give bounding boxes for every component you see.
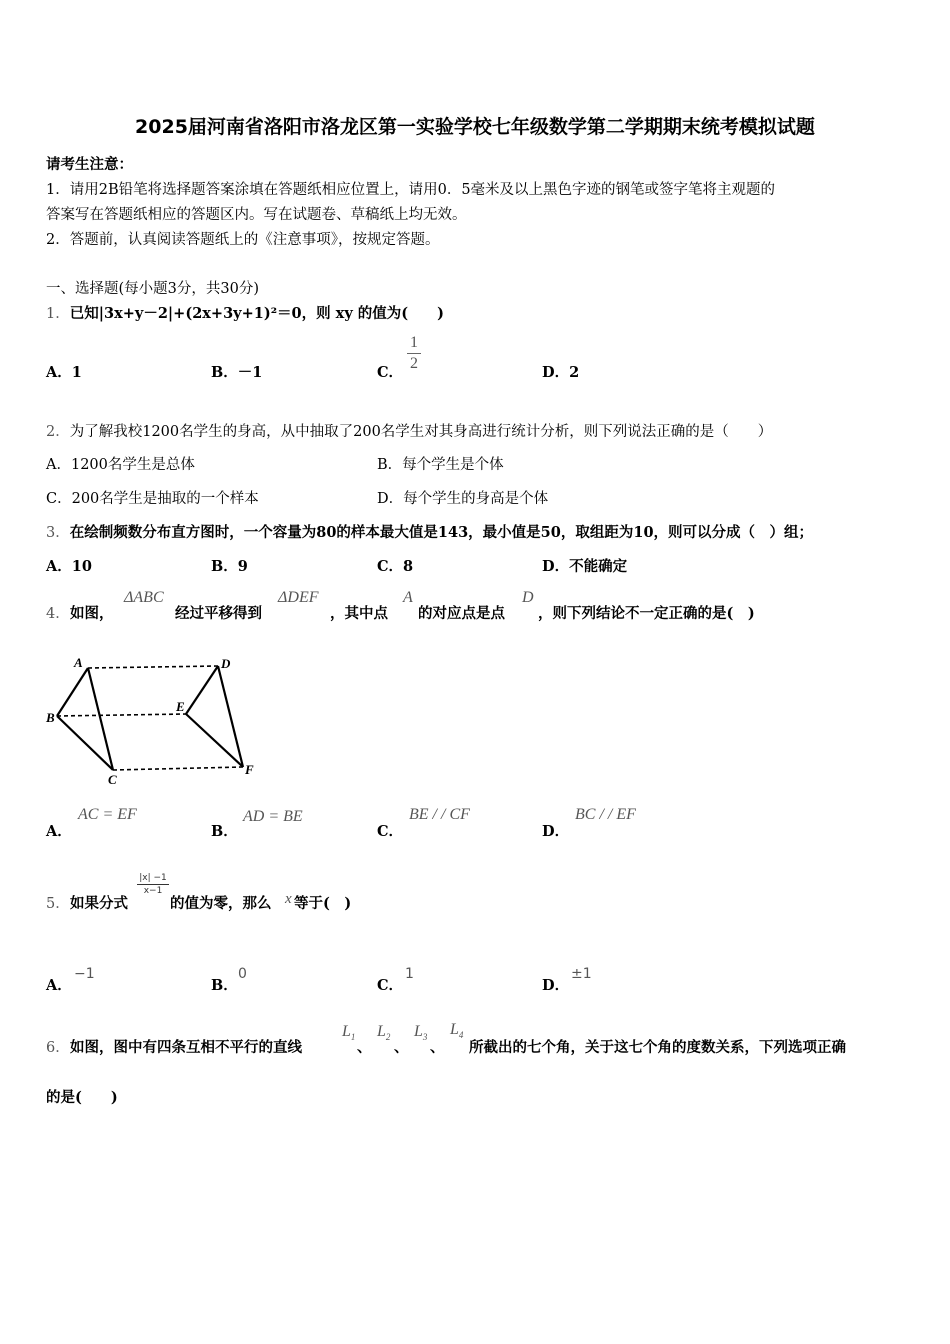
segment-ef (186, 714, 243, 767)
q6-text-1: 如图，图中有四条互相不平行的直线 (70, 1039, 302, 1056)
q1-option-b: B．－1 (211, 364, 263, 381)
segment-bc (57, 716, 113, 770)
q6-line-l1: $L_1$ (342, 1023, 356, 1043)
q6-line-l2: $L_2$ (377, 1023, 391, 1043)
notice-line-2: 2．答题前，认真阅读答题纸上的《注意事项》，按规定答题。 (46, 232, 440, 248)
q3-option-b: B．9 (211, 558, 248, 575)
label-c: C (108, 772, 117, 787)
q5-text-2: 的值为零，那么 (170, 895, 272, 912)
q4-point-a: A (403, 589, 413, 606)
notice-line-1a: 1．请用2B铅笔将选择题答案涂填在答题纸相应位置上，请用0．5毫米及以上黑色字迹的钢笔或签字笔将主观题的 (46, 182, 776, 198)
segment-ad (88, 666, 218, 668)
label-a: A (74, 655, 83, 670)
q6-line-l4: $L_4$ (450, 1021, 464, 1041)
q4-option-d-label: D． (542, 823, 570, 840)
segment-de (186, 666, 218, 714)
fraction-denominator: 2 (410, 355, 418, 372)
segment-df (218, 666, 243, 767)
fraction-denominator: x−1 (143, 886, 163, 896)
q5-variable: x (285, 891, 292, 907)
q5-option-a-label: A． (46, 977, 72, 994)
question-text: 在绘制频数分布直方图时，一个容量为80的样本最大值是143，最小值是50，取组距为10，则可以分成（ ）组； (69, 524, 814, 541)
q2-option-b: B．每个学生是个体 (377, 457, 504, 473)
q1-option-a: A．1 (46, 364, 82, 381)
segment-ac (88, 668, 113, 770)
q5-fraction (137, 873, 169, 896)
q4-text-4: 的对应点是点 (418, 605, 505, 622)
figure-dashed-lines (57, 666, 243, 770)
label-f: F (245, 762, 254, 777)
q5-option-a: −1 (74, 966, 95, 982)
label-d: D (221, 656, 231, 671)
fraction-numerator: 1 (410, 334, 418, 351)
q2-option-c: C．200名学生是抽取的一个样本 (46, 491, 259, 507)
q4-point-d: D (522, 589, 534, 606)
q1-option-d: D．2 (542, 364, 580, 381)
q4-option-c-label: C． (377, 823, 404, 840)
question-6-number: 6． (46, 1040, 70, 1056)
question-1 (46, 302, 444, 323)
q5-option-c-label: C． (377, 977, 404, 994)
fraction-bar (137, 884, 169, 885)
q4-figure (40, 650, 270, 790)
q4-text-3: ，其中点 (330, 605, 388, 622)
question-number: 3． (46, 525, 70, 541)
q6-text-3: 的是( ) (46, 1089, 118, 1106)
segment-cf (113, 767, 243, 770)
question-4-number: 4． (46, 606, 70, 622)
q6-separator-2: 、 (394, 1039, 409, 1056)
q4-option-d: BC / / EF (575, 806, 636, 823)
label-b: B (46, 710, 55, 725)
q4-triangle-abc: ΔABC (124, 589, 164, 606)
q4-option-a: AC = EF (78, 806, 137, 823)
question-5-number: 5． (46, 896, 70, 912)
q4-text-2: 经过平移得到 (175, 605, 262, 622)
fraction-numerator: |x| −1 (139, 873, 167, 883)
q6-line-l3: $L_3$ (414, 1023, 428, 1043)
q3-option-c: C．8 (377, 558, 414, 575)
fraction-bar (407, 353, 421, 354)
q4-option-b-label: B． (211, 823, 238, 840)
question-2 (46, 420, 772, 441)
question-number: 2． (46, 424, 70, 440)
label-e: E (176, 699, 185, 714)
q2-option-a: A．1200名学生是总体 (46, 457, 195, 473)
segment-ab (57, 668, 88, 716)
q4-option-a-label: A． (46, 823, 72, 840)
q6-separator-1: 、 (357, 1039, 372, 1056)
q1-option-c-fraction (405, 334, 423, 373)
segment-be (57, 714, 186, 716)
q2-option-d: D．每个学生的身高是个体 (377, 491, 549, 507)
question-number: 1． (46, 306, 70, 322)
q4-text-5: ，则下列结论不一定正确的是( ) (538, 605, 755, 622)
q6-separator-3: 、 (430, 1039, 445, 1056)
figure-lines (57, 666, 243, 770)
notice-line-1b: 答案写在答题纸相应的答题区内。写在试题卷、草稿纸上均无效。 (46, 207, 467, 223)
q4-text-1: 如图， (70, 605, 114, 622)
q4-option-b: AD = BE (243, 808, 303, 825)
q3-option-d: D．不能确定 (542, 558, 628, 575)
q4-option-c: BE / / CF (409, 806, 470, 823)
notice-heading: 请考生注意： (46, 156, 133, 173)
q5-option-c: 1 (405, 966, 414, 982)
q5-text-3: 等于( ) (294, 895, 352, 912)
question-text: 为了解我校1200名学生的身高，从中抽取了200名学生对其身高进行统计分析，则下列说法正确的是（ ） (69, 424, 773, 440)
question-3 (46, 521, 813, 542)
q1-option-c-label: C． (377, 364, 404, 381)
q5-option-d-label: D． (542, 977, 570, 994)
q3-option-a: A．10 (46, 558, 92, 575)
page-title: 2025届河南省洛阳市洛龙区第一实验学校七年级数学第二学期期末统考模拟试题 (135, 116, 815, 138)
q5-text-1: 如果分式 (70, 895, 128, 912)
q4-triangle-def: ΔDEF (278, 589, 319, 606)
q5-option-b: 0 (238, 966, 247, 982)
question-text: 已知|3x+y－2|+(2x+3y+1)²＝0，则 xy 的值为( ) (69, 305, 445, 322)
q6-text-2: 所截出的七个角，关于这七个角的度数关系，下列选项正确 (469, 1039, 846, 1056)
q5-option-d: ±1 (571, 966, 592, 982)
q5-option-b-label: B． (211, 977, 238, 994)
section-heading: 一、选择题(每小题3分，共30分) (46, 281, 259, 297)
